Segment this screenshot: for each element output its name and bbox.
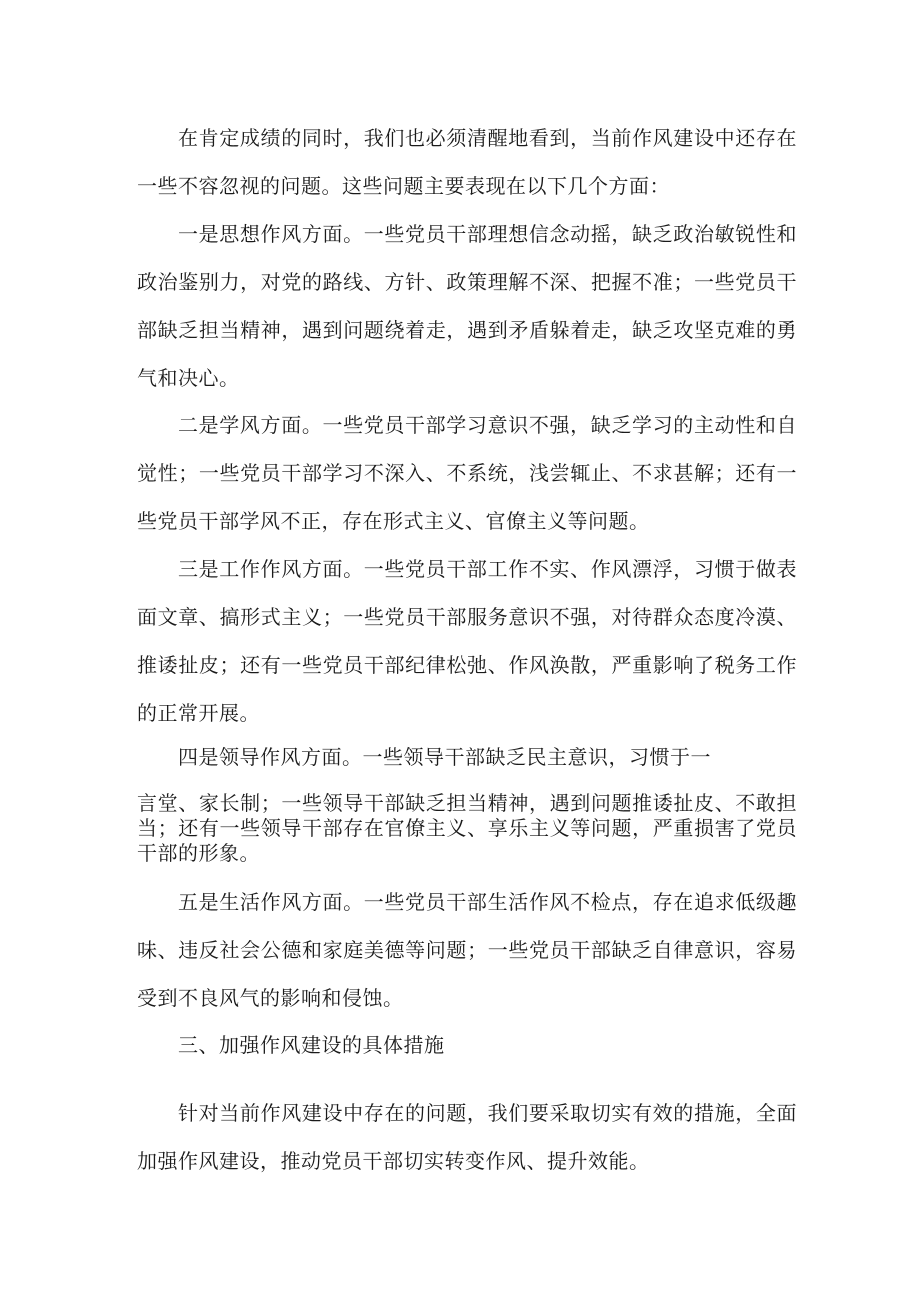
paragraph-leadership-style-continued: 言堂、家长制；一些领导干部缺乏担当精神，遇到问题推诿扯皮、不敢担当；还有一些领导干部存在官僚主义、享乐主义等问题，严重损害了党员干部的形象。 — [137, 791, 797, 865]
paragraph-intro: 在肯定成绩的同时，我们也必须清醒地看到，当前作风建设中还存在一些不容忽视的问题。这些问题主要表现在以下几个方面： — [137, 126, 797, 198]
paragraph-work-style: 三是工作作风方面。一些党员干部工作不实、作风漂浮，习惯于做表面文章、搞形式主义；一些党员干部服务意识不强，对待群众态度冷漠、推诿扯皮；还有一些党员干部纪律松弛、作风涣散，严重影响了税务工作的正常开展。 — [137, 557, 797, 725]
paragraph-measures-intro: 针对当前作风建设中存在的问题，我们要采取切实有效的措施，全面加强作风建设，推动党员干部切实转变作风、提升效能。 — [137, 1101, 797, 1173]
paragraph-lifestyle: 五是生活作风方面。一些党员干部生活作风不检点，存在追求低级趣味、违反社会公德和家庭美德等问题；一些党员干部缺乏自律意识，容易受到不良风气的影响和侵蚀。 — [137, 890, 797, 1010]
paragraph-study-style: 二是学风方面。一些党员干部学习意识不强，缺乏学习的主动性和自觉性；一些党员干部学习不深入、不系统，浅尝辄止、不求甚解；还有一些党员干部学风不正，存在形式主义、官僚主义等问题。 — [137, 413, 797, 533]
section-heading-measures: 三、加强作风建设的具体措施 — [178, 1033, 445, 1057]
paragraph-ideological-style: 一是思想作风方面。一些党员干部理想信念动摇，缺乏政治敏锐性和政治鉴别力，对党的路线、方针、政策理解不深、把握不准；一些党员干部缺乏担当精神，遇到问题绕着走，遇到矛盾躲着走，缺乏攻坚克难的勇气和决心。 — [137, 222, 797, 390]
paragraph-leadership-style-start: 四是领导作风方面。一些领导干部缺乏民主意识，习惯于一 — [178, 745, 711, 769]
